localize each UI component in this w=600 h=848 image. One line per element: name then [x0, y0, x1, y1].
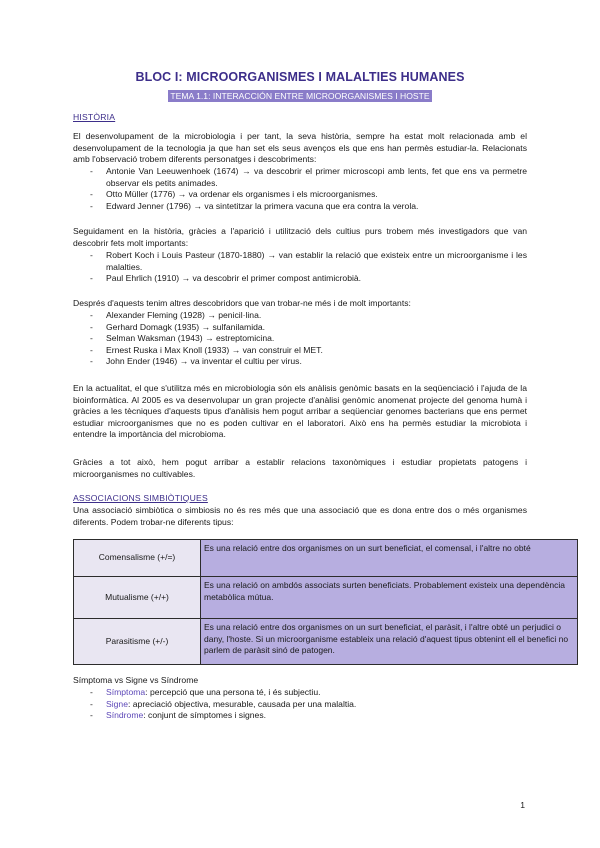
- page-number: 1: [520, 800, 525, 810]
- discoverers-list-3: [73, 310, 527, 368]
- definition-text: : apreciació objectiva, mesurable, causada per una malaltia.: [127, 698, 357, 709]
- term-signe: Signe: [106, 698, 128, 709]
- historia-intro: El desenvolupament de la microbiologia i per tant, la seva història, sempre ha estat molt relacionada amb el desenvolupament de la tecnologia ja que han set els seus avenços els que ens han permès estudiar-la. Relacionats amb l'observació trobem diferents personatges i descobriments:: [73, 131, 527, 164]
- list-dash: -: [90, 710, 93, 720]
- list-dash: -: [90, 189, 93, 199]
- table-cell-description: Es una relació entre dos organismes on un surt beneficiat, el comensal, i l'altre no obté: [201, 540, 578, 577]
- table-row: [74, 540, 578, 577]
- list-dash: -: [90, 166, 93, 176]
- section-heading-associacions: ASSOCIACIONS SIMBIÒTIQUES: [73, 493, 208, 503]
- definitions-list: [73, 687, 527, 722]
- table-cell-type: Comensalisme (+/=): [74, 540, 201, 577]
- list-item: [73, 710, 527, 722]
- list-item: [73, 687, 527, 699]
- associacions-intro: Una associació simbiòtica o simbiosis no és res més que una associació que es dona entre dos o més organismes diferents. Podem trobar-ne diferents tipus:: [73, 505, 527, 527]
- term-simptoma: Símptoma: [106, 687, 146, 697]
- table-cell-type: Parasitisme (+/-): [74, 619, 201, 665]
- list-item: [73, 356, 527, 368]
- document-title: BLOC I: MICROORGANISMES I MALALTIES HUMANES: [135, 70, 465, 84]
- symbiosis-table: [73, 539, 578, 665]
- list-item-text: Paul Ehrlich (1910) → va descobrir el primer compost antimicrobià.: [106, 273, 362, 283]
- list-item: [73, 345, 527, 357]
- list-item: [73, 273, 527, 285]
- list-dash: -: [90, 321, 93, 332]
- list-item-text: Antonie Van Leeuwenhoek (1674) → va descobrir el primer microscopi amb lents, fet que ens va permetre observar els petits animades.: [106, 166, 527, 188]
- simptoma-heading: Símptoma vs Signe vs Síndrome: [73, 675, 199, 685]
- historia-paragraph-4: En la actualitat, el que s'utilitza més en microbiologia són els anàlisis genòmic basats en la seqüenciació i l'ajuda de la bioinformàtica. Al 2005 es va desenvolupar un gran projecte d'anàlisi genòmic anomenat projecte del genoma humà i gràcies a les tècniques d'aquests tipus d'anàlisis hem pogut arribar a seqüenciar genomes bacterians que ens permet estudiar microorganismes que no es poden cultivar en el laboratori. Això ens ha permès estudiar la microbiota i entendre la importància del microbioma.: [73, 383, 527, 439]
- historia-paragraph-2: Seguidament en la història, gràcies a l'aparició i utilització dels cultius purs trobem més investigadors que van descobrir fets molt importants:: [73, 226, 527, 248]
- table-cell-description: Es una relació on ambdós associats surten beneficiats. Probablement existeix una dependència metabòlica mútua.: [201, 577, 578, 619]
- list-item-text: Gerhard Domagk (1935) → sulfanilamida.: [106, 321, 266, 332]
- list-item: [73, 322, 527, 334]
- list-item: [73, 699, 527, 711]
- section-heading-historia: HISTÒRIA: [73, 112, 116, 122]
- term-sindrome: Síndrome: [106, 710, 144, 720]
- list-dash: -: [90, 333, 93, 343]
- historia-paragraph-3: Després d'aquests tenim altres descobridors que van trobar-ne més i de molt importants:: [73, 298, 411, 308]
- list-dash: -: [90, 250, 93, 260]
- discoverers-list-1: [73, 166, 527, 212]
- table-row: [74, 577, 578, 619]
- document-subtitle: TEMA 1.1: INTERACCIÓN ENTRE MICROORGANISMES I HOSTE: [170, 91, 430, 101]
- list-item: [73, 310, 527, 322]
- list-dash: -: [90, 344, 93, 355]
- table-cell-type: Mutualisme (+/+): [74, 577, 201, 619]
- list-item: [73, 166, 527, 189]
- list-item: [73, 333, 527, 345]
- list-item-text: Edward Jenner (1796) → va sintetitzar la primera vacuna que era contra la verola.: [106, 200, 419, 211]
- list-item-text: Selman Waksman (1943) → estreptomicina.: [106, 333, 275, 343]
- list-item-text: Otto Müller (1776) → va ordenar els organismes i els microorganismes.: [106, 189, 378, 199]
- list-dash: -: [90, 356, 93, 366]
- list-dash: -: [90, 273, 93, 283]
- list-item-text: Alexander Fleming (1928) → penicil·lina.: [106, 310, 262, 320]
- list-dash: -: [90, 698, 93, 709]
- list-item-text: Ernest Ruska i Max Knoll (1933) → van construir el MET.: [106, 344, 323, 355]
- list-item-text: John Ender (1946) → va inventar el cultiu per virus.: [106, 356, 302, 366]
- list-item: [73, 250, 527, 273]
- definition-text: : percepció que una persona té, i és subjectiu.: [145, 687, 321, 697]
- list-item: [73, 201, 527, 213]
- list-dash: -: [90, 200, 93, 211]
- definition-text: : conjunt de símptomes i signes.: [143, 710, 267, 720]
- list-item-text: Robert Koch i Louis Pasteur (1870-1880) → van establir la relació que existeix entre un microorganisme i les malalties.: [106, 250, 527, 272]
- historia-paragraph-5: Gràcies a tot això, hem pogut arribar a establir relacions taxonòmiques i estudiar propietats patogens i microorganismes no cultivables.: [73, 457, 527, 479]
- list-item: [73, 189, 527, 201]
- list-dash: -: [90, 687, 93, 697]
- table-cell-description: Es una relació entre dos organismes on un surt beneficiat, el paràsit, i l'altre obté un perjudici o dany, l'hoste. Si un microorganisme estableix una relació d'aquest tipus obtenint ell el benefici no parlem de paràsit sinó de patogen.: [201, 619, 578, 665]
- discoverers-list-2: [73, 250, 527, 285]
- subtitle-wrap: [0, 86, 600, 104]
- list-dash: -: [90, 310, 93, 320]
- table-row: [74, 619, 578, 665]
